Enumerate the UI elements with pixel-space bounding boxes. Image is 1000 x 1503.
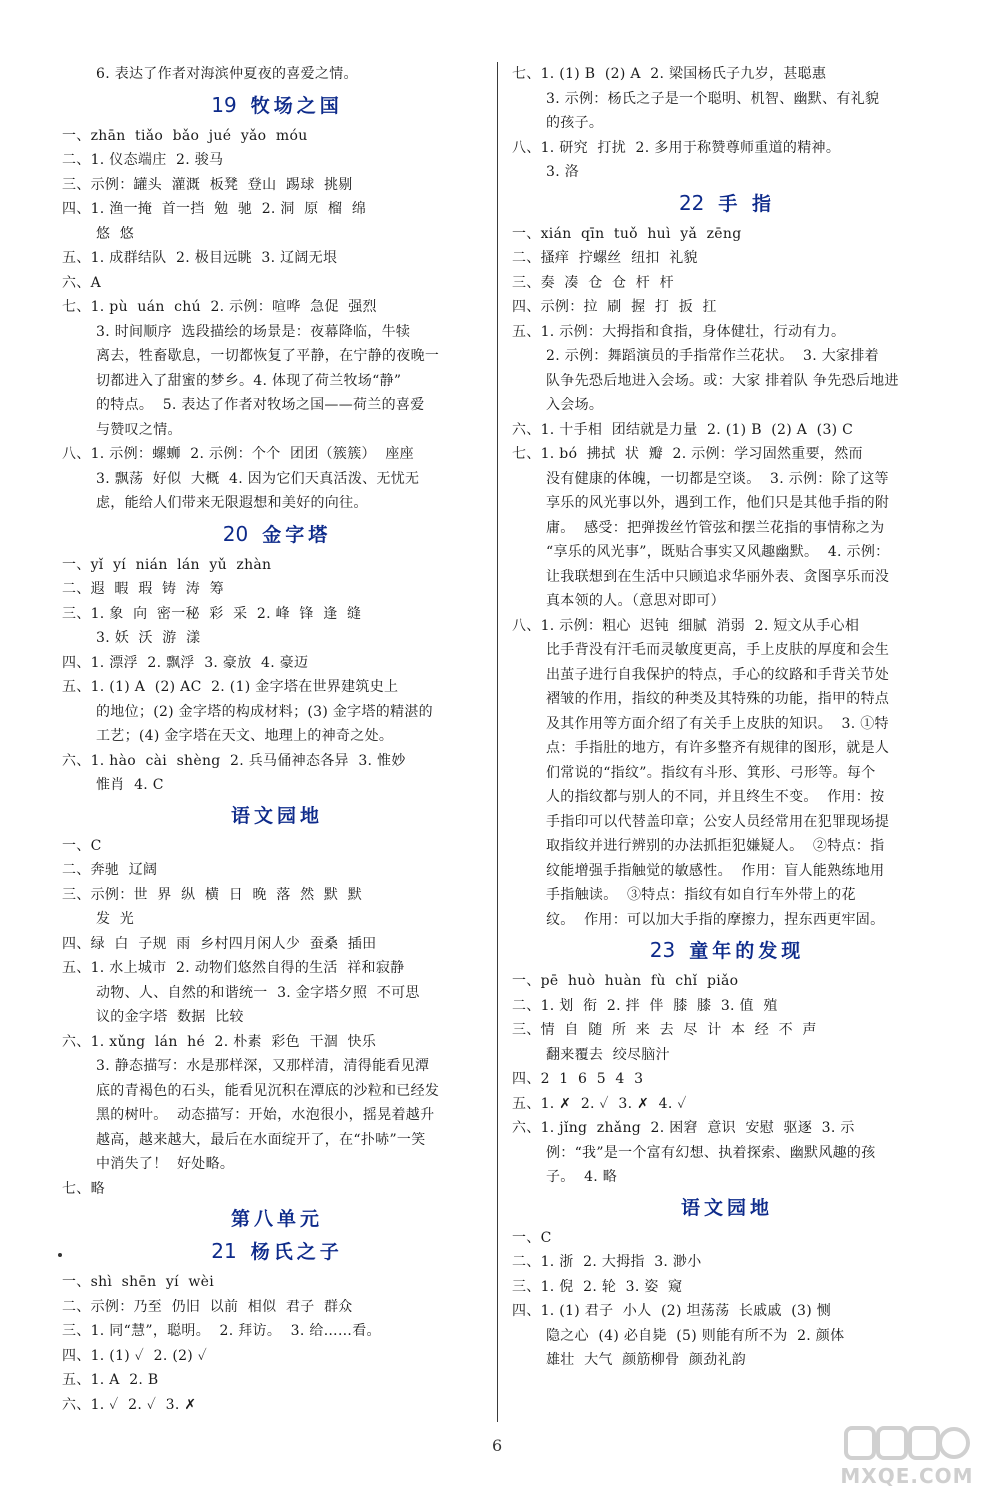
answer-line: 二、1. 划 衔 2. 拌 伴 膝 膝 3. 值 殖 [512,997,778,1014]
section-title [512,189,942,218]
section-title-text: 手 指 [718,192,776,215]
section-number: 21 [211,1239,237,1263]
answer-line: 中消失了！ 好处略。 [96,1156,235,1172]
answer-line: 二、遐 暇 瑕 铸 涛 筹 [62,581,224,597]
answer-line: 二、奔驰 辽阔 [62,862,158,878]
answer-line: 发 光 [96,911,135,927]
answer-line: 纹。 作用：可以加大手指的摩擦力，捏东西更牢固。 [546,911,885,928]
answer-line: 四、1. (1) 君子 小人 (2) 坦荡荡 长戚戚 (3) 恻 [512,1303,832,1319]
answer-line: 三、示例：罐头 灌溉 板凳 登山 踢球 挑剔 [62,176,353,193]
answer-line: 子。 4. 略 [546,1169,618,1185]
answer-line: 3. 洛 [546,164,580,180]
section-title-text: 牧场之国 [250,94,343,117]
answer-line: 入会场。 [546,397,604,413]
section-number: 23 [649,938,676,962]
answer-line: 六、1. hào cài shèng 2. 兵马俑神态各异 3. 惟妙 [62,752,406,769]
section-title-text: 语文园地 [680,1196,773,1219]
section-title-text: 语文园地 [230,804,323,827]
answer-line: 二、搔痒 拧螺丝 纽扣 礼貌 [512,250,698,266]
answer-line: 七、1. bó 拂拭 状 瓣 2. 示例：学习固然重要，然而 [512,446,863,462]
answer-line: 纹能增强手指触觉的敏感性。 作用：盲人能熟练地用 [546,862,885,879]
left-column [62,62,492,1417]
answer-line: 让我联想到在生活中只顾追求华丽外表、贪图享乐而没 [546,568,890,585]
answer-line: 二、1. 仪态端庄 2. 骏马 [62,152,224,168]
answer-line: 3. 示例：杨氏之子是一个聪明、机智、幽默、有礼貌 [546,90,880,107]
section-title-text: 金字塔 [262,523,332,546]
answer-line: 3. 飘荡 好似 大概 4. 因为它们天真活泼、无忧无 [96,470,420,487]
answer-line: 一、C [62,837,102,854]
answer-line: 与赞叹之情。 [96,421,182,438]
answer-line: 五、1. ✗ 2. ✓ 3. ✗ 4. ✓ [512,1095,687,1112]
section-title [62,1205,492,1233]
answer-line: 八、1. 示例：粗心 迟钝 细腻 消弱 2. 短文从手心相 [512,617,860,634]
answer-line: 八、1. 示例：螺蛳 2. 示例：个个 团团（簇簇） 座座 [62,446,414,462]
section-title [62,520,492,549]
page-number: 6 [492,1436,503,1455]
answer-line: 没有健康的体魄，一切都是空谈。 3. 示例：除了这等 [546,470,889,487]
answer-line: 切都进入了甜蜜的梦乡。4. 体现了荷兰牧场“静” [96,372,402,389]
answer-line: 五、1. (1) A (2) AC 2. (1) 金字塔在世界建筑史上 [62,679,399,695]
answer-line: 2. 示例：舞蹈演员的手指常作兰花状。 3. 大家排着 [546,348,879,364]
answer-line: 工艺；(4) 金字塔在天文、地理上的神奇之处。 [96,728,394,744]
answer-line: 四、示例：拉 刷 握 打 扳 扛 [512,299,717,315]
answer-line: 六、1. 十手相 团结就是力量 2. (1) B (2) A (3) C [512,421,854,438]
answer-line: 四、1. 漂浮 2. 飘浮 3. 豪放 4. 豪迈 [62,654,309,671]
answer-line: 六、1. jǐng zhǎng 2. 困窘 意识 安慰 驱逐 3. 示 [512,1120,855,1136]
section-title-text: 童年的发现 [689,940,805,962]
answer-line: 三、1. 倪 2. 轮 3. 姿 窥 [512,1278,683,1295]
answer-line: “享乐的风光事”，既贴合事实又风趣幽默。 4. 示例： [546,544,890,560]
answer-line: 动物、人、自然的和谐统一 3. 金字塔夕照 不可思 [96,984,420,1001]
answer-line: 底的青褐色的石头，能看见沉积在潭底的沙粒和已经发 [96,1082,440,1099]
answer-line: 悠 悠 [96,225,135,242]
answer-line: 手指触读。 ③特点：指纹有如自行车外带上的花 [546,887,856,903]
answer-line: 的特点。 5. 表达了作者对牧场之国——荷兰的喜爱 [96,397,425,413]
section-title [62,91,492,120]
answer-line: 褶皱的作用，指纹的种类及其特殊的功能，指甲的特点 [546,691,890,707]
answer-line: 四、2 1 6 5 4 3 [512,1071,644,1087]
answer-line: 雄壮 大气 颜筋柳骨 颜劲礼韵 [546,1352,747,1368]
answer-line: 离去，牲畜歇息，一切都恢复了平静，在宁静的夜晚一 [96,348,440,364]
answer-line: 四、绿 白 子规 雨 乡村四月闲人少 蚕桑 插田 [62,935,377,952]
answer-line: 隐之心 (4) 必自毙 (5) 则能有所不为 2. 颜体 [546,1327,845,1344]
section-number: 22 [678,190,705,215]
answer-line: 及其作用等方面介绍了有关手上皮肤的知识。 3. ①特 [546,715,889,732]
answer-line: 的地位；(2) 金字塔的构成材料；(3) 金字塔的精湛的 [96,703,433,720]
answer-line: 六、1. ✓ 2. ✓ 3. ✗ [62,1396,197,1413]
answer-line: 五、1. 水上城市 2. 动物们悠然自得的生活 祥和寂静 [62,960,405,976]
watermark-text: MXQE.COM [840,1464,974,1488]
answer-line: 一、yǐ yí nián lán yǔ zhàn [62,556,272,573]
answer-line: 二、示例：乃至 仍旧 以前 相似 君子 群众 [62,1298,353,1315]
section-title [512,1194,942,1222]
answer-line: 们常说的“指纹”。指纹有斗形、箕形、弓形等。每个 [546,764,876,781]
answer-line: 三、1. 同“慧”，聪明。 2. 拜访。 3. 给……看。 [62,1323,381,1339]
answer-line: 出茧子进行自我保护的特点，手心的纹路和手背关节处 [546,666,890,683]
section-title-text: 第八单元 [230,1208,323,1230]
answer-line: 黑的树叶。 动态描写：开始，水泡很小，摇晃着越升 [96,1107,435,1123]
answer-line: 五、1. A 2. B [62,1372,159,1388]
answer-line: 3. 时间顺序 选段描绘的场景是：夜幕降临，牛犊 [96,323,411,340]
answer-line: 一、shì shēn yí wèi [62,1274,215,1290]
section-title [62,1237,492,1266]
answer-line: 真本领的人。（意思对即可） [546,593,725,609]
section-title [62,802,492,830]
answer-line: 惟肖 4. C [96,777,164,793]
answer-line: 手指印可以代替盖印章；公安人员经常用在犯罪现场提 [546,813,890,830]
answer-line: 四、1. (1) ✓ 2. (2) ✓ [62,1347,208,1364]
answer-line: 3. 妖 沃 游 漾 [96,630,201,646]
watermark-logo-icon [844,1424,970,1464]
section-number: 20 [222,521,249,546]
watermark [832,1424,982,1490]
answer-line: 八、1. 研究 打扰 2. 多用于称赞尊师重道的精神。 [512,139,841,156]
stray-mark [58,1253,62,1257]
answer-line: 五、1. 成群结队 2. 极目远眺 3. 辽阔无垠 [62,250,338,266]
answer-line: 例：“我”是一个富有幻想、执着探索、幽默风趣的孩 [546,1144,876,1161]
answer-line: 队争先恐后地进入会场。或：大家 排着队 争先恐后地进 [546,372,899,389]
answer-line: 四、1. 渔一掩 首一挡 勉 驰 2. 洞 原 榴 绵 [62,201,367,217]
answer-line: 翻来覆去 绞尽脑汁 [546,1046,670,1063]
answer-line: 的孩子。 [546,115,604,131]
answer-line: 3. 静态描写：水是那样深，又那样清，清得能看见潭 [96,1058,430,1074]
answer-line: 一、pē huò huàn fù chǐ piǎo [512,973,739,989]
answer-line: 比手背没有汗毛而灵敏度更高，手上皮肤的厚度和会生 [546,642,890,658]
answer-line: 一、xián qīn tuǒ huì yǎ zēng [512,225,742,242]
answer-line: 五、1. 示例：大拇指和食指，身体健壮，行动有力。 [512,323,846,340]
answer-line: 庸。 感受：把弹拨丝竹管弦和摆兰花指的事情称之为 [546,519,885,536]
section-title-text: 杨氏之子 [250,1241,343,1263]
answer-line: 议的金字塔 数据 比较 [96,1009,244,1025]
answer-line: 六、A [62,274,102,291]
answer-line: 一、C [512,1229,552,1246]
section-number: 19 [211,92,237,117]
answer-line: 享乐的风光事以外，遇到工作，他们只是其他手指的附 [546,495,890,511]
answer-line: 取指纹并进行辨别的办法抓拒犯嫌疑人。 ②特点：指 [546,838,885,854]
answer-line: 七、略 [62,1180,105,1197]
answer-line: 点：手指肚的地方，有许多整齐有规律的图形，就是人 [546,740,890,756]
answer-line: 三、示例：世 界 纵 横 日 晚 落 然 默 默 [62,886,363,903]
answer-line: 6. 表达了作者对海滨仲夏夜的喜爱之情。 [96,66,358,82]
answer-line: 六、1. xǔng lán hé 2. 朴素 彩色 干涸 快乐 [62,1033,377,1050]
right-column [512,62,942,1373]
answer-line: 三、1. 象 向 密一秘 彩 采 2. 峰 锋 逢 缝 [62,605,362,622]
answer-line: 二、1. 浙 2. 大拇指 3. 渺小 [512,1254,702,1270]
answer-line: 七、1. pù uán chú 2. 示例：喧哗 急促 强烈 [62,299,377,315]
section-title [512,936,942,965]
answer-line: 七、1. (1) B (2) A 2. 梁国杨氏子九岁，甚聪惠 [512,66,827,82]
answer-line: 越高，越来越大，最后在水面绽开了，在“扑哧”一笑 [96,1131,426,1148]
answer-line: 虑，能给人们带来无限遐想和美好的向往。 [96,495,368,511]
column-divider [497,62,498,1422]
answer-line: 人的指纹都与别人的不同，并且终生不变。 作用：按 [546,789,885,805]
answer-line: 一、zhān tiǎo bǎo jué yǎo móu [62,127,308,144]
answer-line: 三、奏 凑 仓 仓 杆 杆 [512,274,674,291]
answer-line: 三、情 自 随 所 来 去 尽 计 本 经 不 声 [512,1022,817,1038]
